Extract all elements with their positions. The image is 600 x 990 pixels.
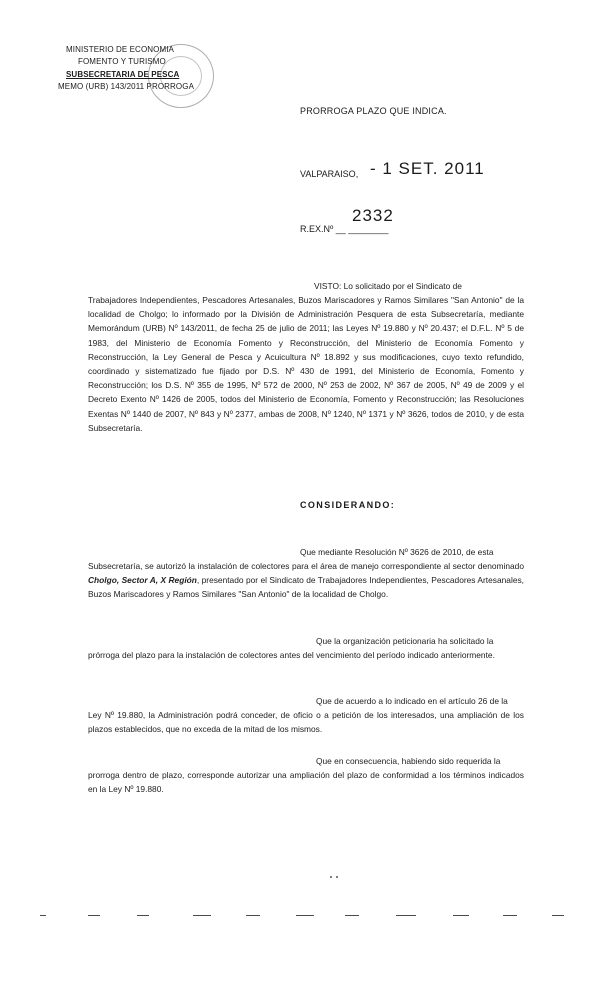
paragraph-2-first-line: Que la organización peticionaria ha solicitado la — [316, 636, 494, 646]
scan-dash — [246, 915, 260, 916]
paragraph-4-first-line: Que en consecuencia, habiendo sido requerida la — [316, 756, 501, 766]
issue-date: - 1 SET. 2011 — [370, 159, 485, 178]
scan-dash — [396, 915, 416, 916]
paragraph-1-emphasis: Cholgo, Sector A, X Región — [88, 575, 197, 586]
resolution-number: 2332 — [352, 206, 394, 225]
scan-dot — [330, 876, 332, 878]
paragraph-3-body: Ley Nº 19.880, la Administración podrá conceder, de oficio o a petición de los interesados, una ampliación de los plazos establecidos, que no exceda de la mitad de los mismos. — [88, 710, 524, 735]
ministry-subtitle: FOMENTO Y TURISMO — [78, 57, 166, 66]
scan-dash — [453, 915, 469, 916]
paragraph-1-text-b: , presentado por el Sindicato de Trabajadores Independientes, Pescadores Artesanales, Buzos Mariscadores y Ramos Similares "San Antonio" de la localidad de Cholgo. — [88, 575, 524, 600]
memo-reference: MEMO (URB) 143/2011 PRORROGA — [58, 82, 195, 91]
scan-dash — [552, 915, 564, 916]
scan-dash — [296, 915, 314, 916]
resolution-label: R.EX.Nº __ ________ — [300, 224, 389, 234]
scan-dash — [503, 915, 517, 916]
visto-first-line: VISTO: Lo solicitado por el Sindicato de — [314, 281, 462, 291]
considerando-heading: CONSIDERANDO: — [300, 500, 396, 510]
scan-dash — [345, 915, 359, 916]
place-label: VALPARAISO, — [300, 169, 359, 179]
scan-dot — [336, 876, 338, 878]
paragraph-2-body: prórroga del plazo para la instalación de colectores antes del vencimiento del período indicado anteriormente. — [88, 650, 495, 660]
scan-dash — [137, 915, 149, 916]
paragraph-1-text-a: Subsecretaría, se autorizó la instalación de colectores para el área de manejo correspondiente al sector denominado — [88, 561, 524, 571]
ministry-name: MINISTERIO DE ECONOMIA — [66, 45, 174, 54]
visto-body: Trabajadores Independientes, Pescadores Artesanales, Buzos Mariscadores y Ramos Similares "San Antonio" de la localidad de Cholgo; lo informado por la División de Administración Pesquera de esta Subsecretaría, mediante Memorándum (URB) Nº 143/2011, de fecha 25 de julio de 2011; las Leyes Nº 19.880 y Nº 20.437; el D.F.L. Nº 5 de 1983, del Ministerio de Economía Fomento y Reconstrucción, del Ministerio de Economía Fomento y Reconstrucción, la Ley General de Pesca y Acuicultura Nº 18.892 y sus modificaciones, cuyo texto refundido, coordinado y sistematizado fue fijado por D.S. Nº 430 de 1991, del Ministerio de Economía, Fomento y Reconstrucción; los D.S. Nº 355 de 1995, Nº 572 de 2000, Nº 253 de 2002, Nº 367 de 2005, Nº 49 de 2009 y el Decreto Exento Nº 1426 de 2005, todos del Ministerio de Economía, Fomento y Reconstrucción; las Resoluciones Exentas Nº 1440 de 2007, Nº 843 y Nº 2377, ambas de 2008, Nº 1240, Nº 1371 y Nº 3626, todos de 2010, y de esta Subsecretaría. — [88, 295, 524, 433]
paragraph-1-body — [88, 559, 524, 602]
paragraph-4-body: prorroga dentro de plazo, corresponde autorizar una ampliación del plazo de conformidad a los términos indicados en la Ley Nº 19.880. — [88, 770, 524, 795]
scan-dash — [40, 915, 46, 916]
paragraph-3-first-line: Que de acuerdo a lo indicado en el artículo 26 de la — [316, 696, 508, 706]
document-subject: PRORROGA PLAZO QUE INDICA. — [300, 106, 447, 116]
scan-dash — [88, 915, 100, 916]
scan-dash — [193, 915, 211, 916]
paragraph-1-first-line: Que mediante Resolución Nº 3626 de 2010, de esta — [300, 547, 494, 557]
undersecretariat-name: SUBSECRETARIA DE PESCA — [66, 70, 180, 79]
